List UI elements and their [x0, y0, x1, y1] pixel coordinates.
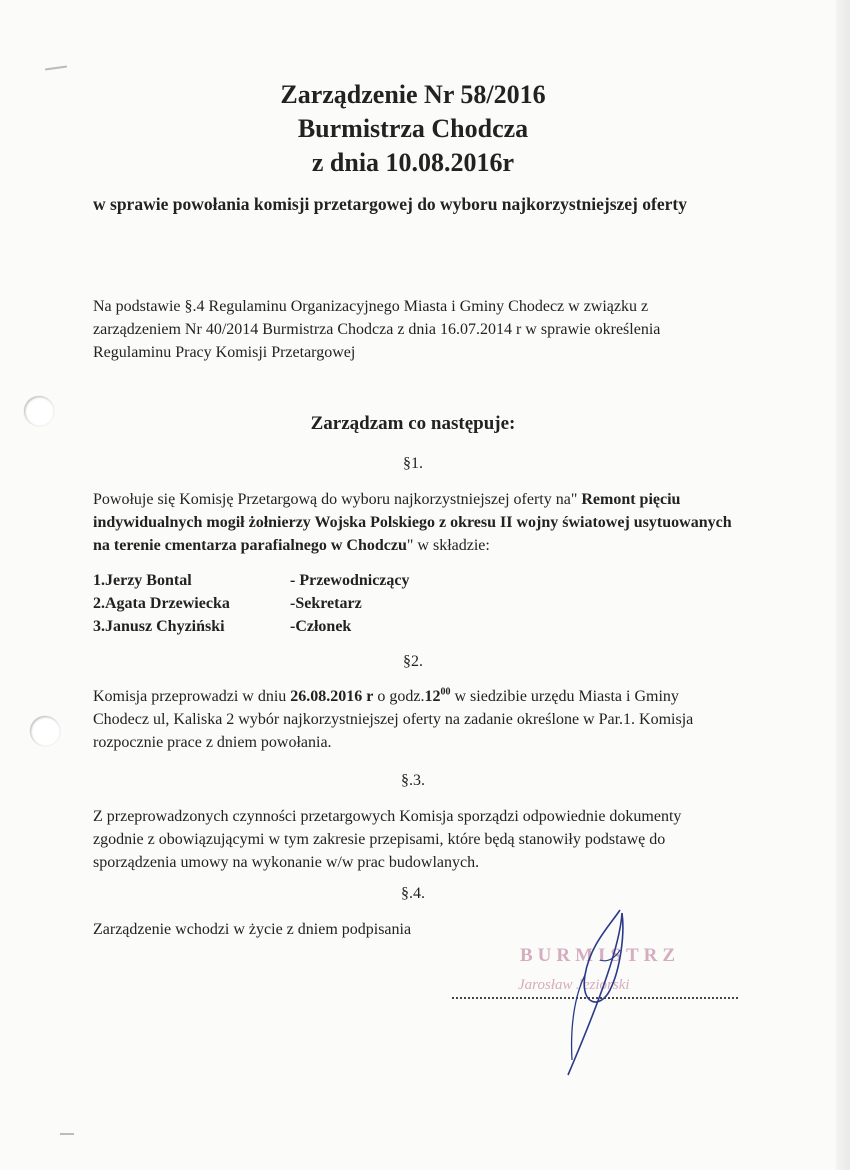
member-role: - Przewodniczący — [290, 572, 410, 589]
signature-block — [450, 905, 750, 1080]
task-name: Remont pięciu indywidualnych mogił żołnierzy Wojska Polskiego z okresu II wojny światowej usytuowanych na terenie cmentarza parafialnego w Chodczu — [93, 491, 732, 554]
section-3-text: Z przeprowadzonych czynności przetargowych Komisja sporządzi odpowiednie dokumenty zgodnie z obowiązującymi w tym zakresie przepisami, które będą stanowiły podstawę do sporządzenia umowy na wykonanie w/w prac budowlanych. — [93, 808, 682, 871]
title-line-3: z dnia 10.08.2016r — [311, 148, 515, 177]
commission-members — [93, 569, 410, 638]
document-title — [0, 78, 826, 180]
mayor-stamp-name: Jarosław Jeziorski — [518, 977, 630, 993]
scan-mark — [60, 1133, 74, 1135]
punch-hole-bottom — [30, 716, 60, 746]
meeting-hour: 12 — [424, 688, 441, 705]
section-2-text-a: Komisja przeprowadzi w dniu — [93, 688, 291, 705]
meeting-date: 26.08.2016 r — [290, 688, 374, 705]
member-role: -Sekretarz — [290, 595, 362, 612]
section-1-text-start: Powołuje się Komisję Przetargową do wyboru najkorzystniejszej oferty na" — [93, 491, 578, 508]
section-2-text-c: w siedzibie urzędu Miasta i Gminy Chodecz ul, Kaliska 2 wybór najkorzystniejszej oferty na zadanie określone w Par.1. Komisja rozpocznie prace z dniem powołania. — [93, 688, 694, 751]
member-name: 3.Janusz Chyziński — [93, 618, 225, 635]
title-line-2: Burmistrza Chodcza — [297, 114, 529, 143]
meeting-minutes: 00 — [440, 686, 451, 698]
section-1-mark: §1. — [403, 455, 423, 472]
mayor-stamp-title: BURMISTRZ — [520, 945, 681, 966]
handwritten-signature — [450, 905, 750, 1080]
page-edge — [836, 0, 850, 1170]
legal-basis-paragraph: Na podstawie §.4 Regulaminu Organizacyjnego Miasta i Gminy Chodecz w związku z zarządzeniem Nr 40/2014 Burmistrza Chodcza z dnia 16.07.2014 r w sprawie określenia Regulaminu Pracy Komisji Przetargowej — [93, 298, 661, 361]
section-3-mark: §.3. — [401, 772, 425, 789]
section-2-mark: §2. — [403, 653, 423, 670]
member-row — [93, 592, 410, 615]
document-subject: w sprawie powołania komisji przetargowej do wyboru najkorzystniejszej oferty — [93, 194, 687, 214]
member-row — [93, 615, 410, 638]
member-name: 1.Jerzy Bontal — [93, 572, 192, 589]
section-2-text — [93, 685, 738, 754]
member-role: -Członek — [290, 618, 352, 635]
member-name: 2.Agata Drzewiecka — [93, 595, 230, 612]
scan-mark — [45, 65, 67, 70]
section-4-text: Zarządzenie wchodzi w życie z dniem podpisania — [93, 921, 412, 938]
section-1-text-end: " w składzie: — [406, 537, 490, 554]
member-row — [93, 569, 410, 592]
order-heading: Zarządzam co następuje: — [310, 413, 516, 434]
section-2-text-b: o godz. — [373, 688, 425, 705]
section-1-text — [93, 488, 735, 557]
title-line-1: Zarządzenie Nr 58/2016 — [280, 80, 546, 109]
section-4-mark: §.4. — [401, 885, 425, 902]
